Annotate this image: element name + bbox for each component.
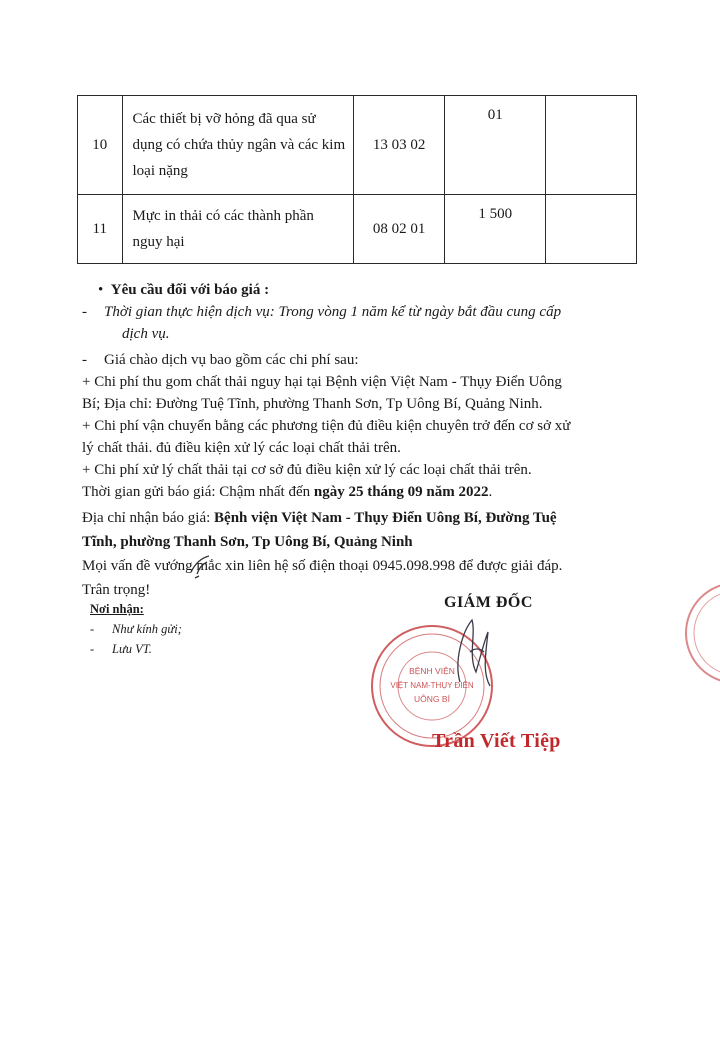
bullet-icon: • — [98, 282, 104, 298]
deadline: Thời gian gửi báo giá: Chậm nhất đến ngày 25 tháng 09 năm 2022. — [82, 484, 493, 500]
initial-mark — [185, 554, 215, 580]
waste-note — [546, 96, 637, 195]
dash-icon: - — [82, 304, 87, 320]
closing-text: Trân trọng! — [82, 582, 151, 598]
recipient-item: - Như kính gửi; — [90, 622, 182, 636]
stamp-text-1: BỆNH VIỆN — [409, 666, 455, 676]
recipient-item: - Lưu VT. — [90, 642, 152, 656]
requirements-heading: • Yêu cầu đối với báo giá : — [98, 282, 270, 298]
cost-treatment: + Chi phí xử lý chất thải tại cơ sở đủ điều kiện xử lý các loại chất thải trên. — [82, 462, 532, 478]
waste-name: Các thiết bị vỡ hỏng đã qua sử dụng có chứa thủy ngân và các kim loại nặng — [122, 96, 354, 195]
recipients-block — [90, 599, 182, 659]
contact-info: Mọi vấn đề vướng mắc xin liên hệ số điện thoại 0945.098.998 để được giải đáp. — [82, 558, 563, 574]
service-time-cont: dịch vụ. — [122, 326, 170, 342]
waste-quantity: 01 — [445, 96, 546, 195]
dash-icon: - — [82, 352, 87, 368]
recipients-heading: Nơi nhận: — [90, 602, 144, 616]
waste-code: 13 03 02 — [354, 96, 445, 195]
cost-transport-cont: lý chất thải. đủ điều kiện xử lý các loại chất thải trên. — [82, 440, 401, 456]
partial-stamp — [680, 578, 720, 688]
row-number: 11 — [78, 195, 123, 264]
cost-transport: + Chi phí vận chuyển bằng các phương tiện đủ điều kiện chuyên trở đến cơ sở xử — [82, 418, 571, 434]
service-time: - Thời gian thực hiện dịch vụ: Trong vòng 1 năm kể từ ngày bắt đầu cung cấp — [82, 301, 644, 323]
requirements-section — [82, 279, 644, 601]
waste-table — [77, 95, 637, 264]
table-row — [78, 195, 637, 264]
director-title: GIÁM ĐỐC — [444, 594, 533, 611]
signature-mark — [440, 612, 500, 692]
signer-name: Trần Viết Tiệp — [432, 730, 561, 752]
stamp-text-2: VIỆT NAM-THỤY ĐIỂN — [390, 681, 474, 690]
cost-collection: + Chi phí thu gom chất thải nguy hại tại Bệnh viện Việt Nam - Thụy Điển Uông — [82, 374, 562, 390]
stamp-text-3: UÔNG BÍ — [414, 694, 450, 704]
table-row — [78, 96, 637, 195]
waste-quantity: 1 500 — [445, 195, 546, 264]
waste-code: 08 02 01 — [354, 195, 445, 264]
quote-address: Địa chỉ nhận báo giá: Bệnh viện Việt Nam - Thụy Điển Uông Bí, Đường Tuệ — [82, 510, 557, 526]
quote-address-cont: Tĩnh, phường Thanh Sơn, Tp Uông Bí, Quảng Ninh — [82, 534, 413, 550]
price-intro: - Giá chào dịch vụ bao gồm các chi phí sau: — [82, 349, 644, 371]
waste-name: Mực in thải có các thành phần nguy hại — [122, 195, 354, 264]
waste-note — [546, 195, 637, 264]
row-number: 10 — [78, 96, 123, 195]
cost-collection-cont: Bí; Địa chỉ: Đường Tuệ Tĩnh, phường Thanh Sơn, Tp Uông Bí, Quảng Ninh. — [82, 396, 543, 412]
